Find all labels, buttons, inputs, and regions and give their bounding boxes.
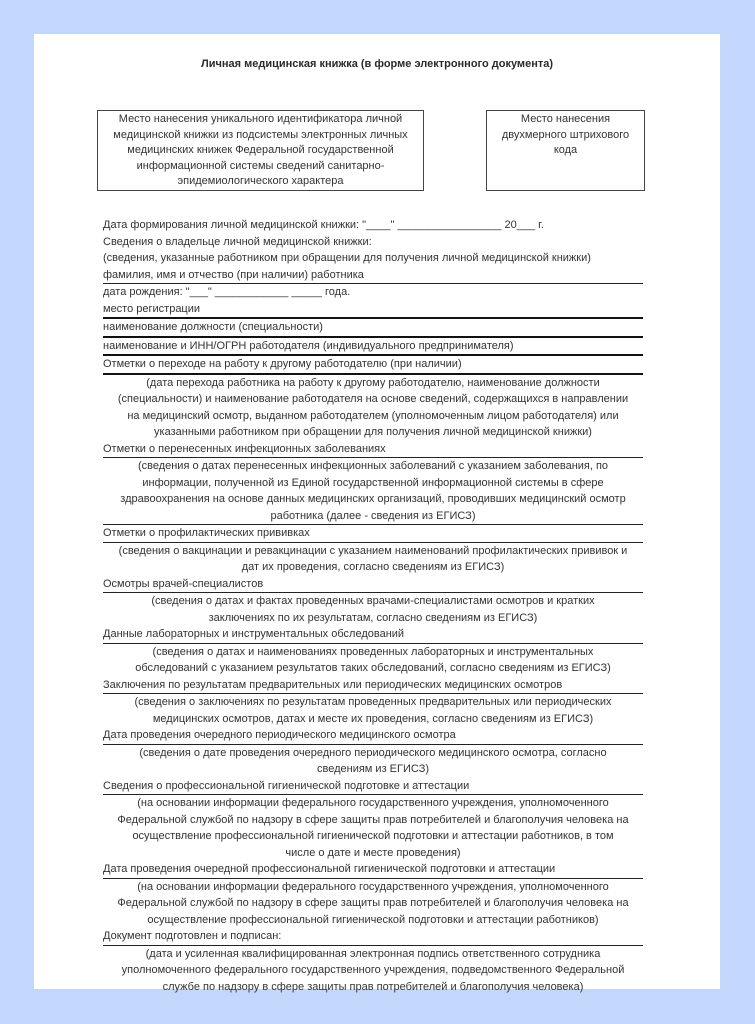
note-line: (на основании информации федерального государственного учреждения, уполномоченного: [137, 880, 609, 893]
note-line: (сведения о датах перенесенных инфекционных заболеваний с указанием заболевания, по: [137, 460, 609, 472]
box-line: двухмерного штрихового: [501, 128, 630, 141]
position-field: наименование должности (специальности): [103, 319, 643, 338]
signed-heading: Документ подготовлен и подписан:: [103, 928, 643, 946]
note-line: указанными работником при обращении для получения личной медицинской книжки): [154, 426, 592, 438]
note-line: заключениях по их результатам, согласно сведениям из ЕГИСЗ): [208, 611, 538, 624]
note-line: (сведения о вакцинации и ревакцинации с указанием наименований профилактических прививок и: [118, 544, 628, 557]
vaccinations-heading: Отметки о профилактических прививках: [103, 525, 643, 543]
barcode-placeholder-box: [486, 110, 645, 191]
note-line: (сведения о дате проведения очередного периодического медицинского осмотра, согласно: [139, 746, 607, 759]
note-line: службе по надзору в сфере защиты прав потребителей и благополучия человека): [162, 980, 584, 993]
note-line: медицинских осмотров, датах и месте их проведения, согласно сведениям из ЕГИСЗ): [152, 712, 594, 725]
document-title: Личная медицинская книжка (в форме электронного документа): [201, 58, 553, 70]
note-line: обследований с указанием результатов таких обследований, согласно сведениям из ЕГИСЗ): [135, 662, 611, 674]
next-hygiene-note: [103, 879, 643, 929]
note-line: (сведения о датах и фактах проведенных врачами-специалистами осмотров и кратких: [151, 595, 595, 607]
box-line: эпидемиологического характера: [177, 175, 344, 187]
note-line: осуществление профессиональной гигиенической подготовки и аттестации работников, в том: [132, 830, 614, 842]
lab-note: [103, 644, 643, 677]
owner-info-heading: Сведения о владельце личной медицинской книжки:: [103, 235, 372, 248]
next-exam-heading: Дата проведения очередного периодического медицинского осмотра: [103, 727, 643, 745]
note-line: (специальности) и наименование работодателя на основе сведений, содержащихся в направлении: [117, 393, 629, 405]
registration-field: место регистрации: [103, 301, 643, 320]
employer-field: наименование и ИНН/ОГРН работодателя (индивидуального предпринимателя): [103, 338, 643, 357]
box-line: информационной системы сведений санитарно-: [136, 159, 385, 172]
lab-heading: Данные лабораторных и инструментальных обследований: [103, 626, 643, 644]
note-line: числе о дате и месте проведения): [285, 846, 461, 859]
box-line: медицинских книжек Федеральной государственной: [127, 144, 394, 156]
transfer-heading: Отметки о переходе на работу к другому работодателю (при наличии): [103, 356, 643, 375]
note-line: работника (далее - сведения из ЕГИСЗ): [270, 509, 476, 522]
box-line: Место нанесения уникального идентификатора личной: [118, 113, 403, 125]
note-line: дат их проведения, согласно сведениям из ЕГИСЗ): [241, 561, 505, 573]
note-line: здравоохранения на основе данных медицинских организаций, проводивших медицинский осмотр: [120, 493, 626, 505]
next-exam-note: [103, 745, 643, 778]
date-formed: Дата формирования личной медицинской книжки: "____" _________________ 20___ г.: [103, 219, 544, 231]
signed-note: [103, 946, 643, 996]
unique-id-placeholder-box: [97, 110, 424, 191]
vaccinations-note: [103, 543, 643, 576]
fio-field: фамилия, имя и отчество (при наличии) работника: [103, 267, 643, 285]
transfer-note: [103, 375, 643, 441]
conclusions-heading: Заключения по результатам предварительных или периодических медицинских осмотров: [103, 677, 643, 695]
note-line: Федеральной службой по надзору в сфере защиты прав потребителей и благополучия человека на: [117, 813, 629, 826]
note-line: (дата перехода работника на работу к другому работодателю, наименование должности: [146, 376, 600, 389]
infections-heading: Отметки о перенесенных инфекционных заболеваниях: [103, 441, 643, 459]
note-line: (на основании информации федерального государственного учреждения, уполномоченного: [137, 797, 609, 809]
hygiene-note: [103, 795, 643, 861]
note-line: (сведения о датах и наименованиях проведенных лабораторных и инструментальных: [152, 645, 594, 658]
note-line: уполномоченного федерального государственного учреждения, подведомственного Федеральной: [121, 964, 625, 976]
specialists-note: [103, 593, 643, 626]
note-line: сведениям из ЕГИСЗ): [317, 763, 429, 775]
box-line: кода: [553, 144, 578, 156]
conclusions-note: [103, 694, 643, 727]
note-line: информации, полученной из Единой государственной информационной системы в сфере: [142, 476, 604, 489]
box-line: медицинской книжки из подсистемы электронных личных: [113, 128, 408, 141]
box-line: Место нанесения: [520, 113, 611, 125]
note-line: осуществление профессиональной гигиенической подготовки и аттестации работников): [147, 913, 599, 926]
note-line: Федеральной службой по надзору в сфере защиты прав потребителей и благополучия человека на: [117, 897, 629, 909]
hygiene-heading: Сведения о профессиональной гигиенической подготовке и аттестации: [103, 778, 643, 796]
note-line: (сведения о заключениях по результатам проведенных предварительных или периодических: [134, 696, 612, 708]
birth-date-field: дата рождения: "___" ____________ _____ года.: [103, 286, 351, 298]
next-hygiene-heading: Дата проведения очередной профессиональной гигиенической подготовки и аттестации: [103, 861, 643, 879]
specialists-heading: Осмотры врачей-специалистов: [103, 576, 643, 594]
document-page: [34, 34, 720, 993]
infections-note: [103, 458, 643, 525]
note-line: (дата и усиленная квалифицированная электронная подпись ответственного сотрудника: [145, 947, 601, 960]
form-body: [103, 217, 643, 995]
note-line: на медицинский осмотр, выданном работодателем (уполномоченным лицом работодателя) или: [127, 409, 619, 422]
owner-info-note: (сведения, указанные работником при обращении для получения личной медицинской книжки): [103, 252, 591, 264]
